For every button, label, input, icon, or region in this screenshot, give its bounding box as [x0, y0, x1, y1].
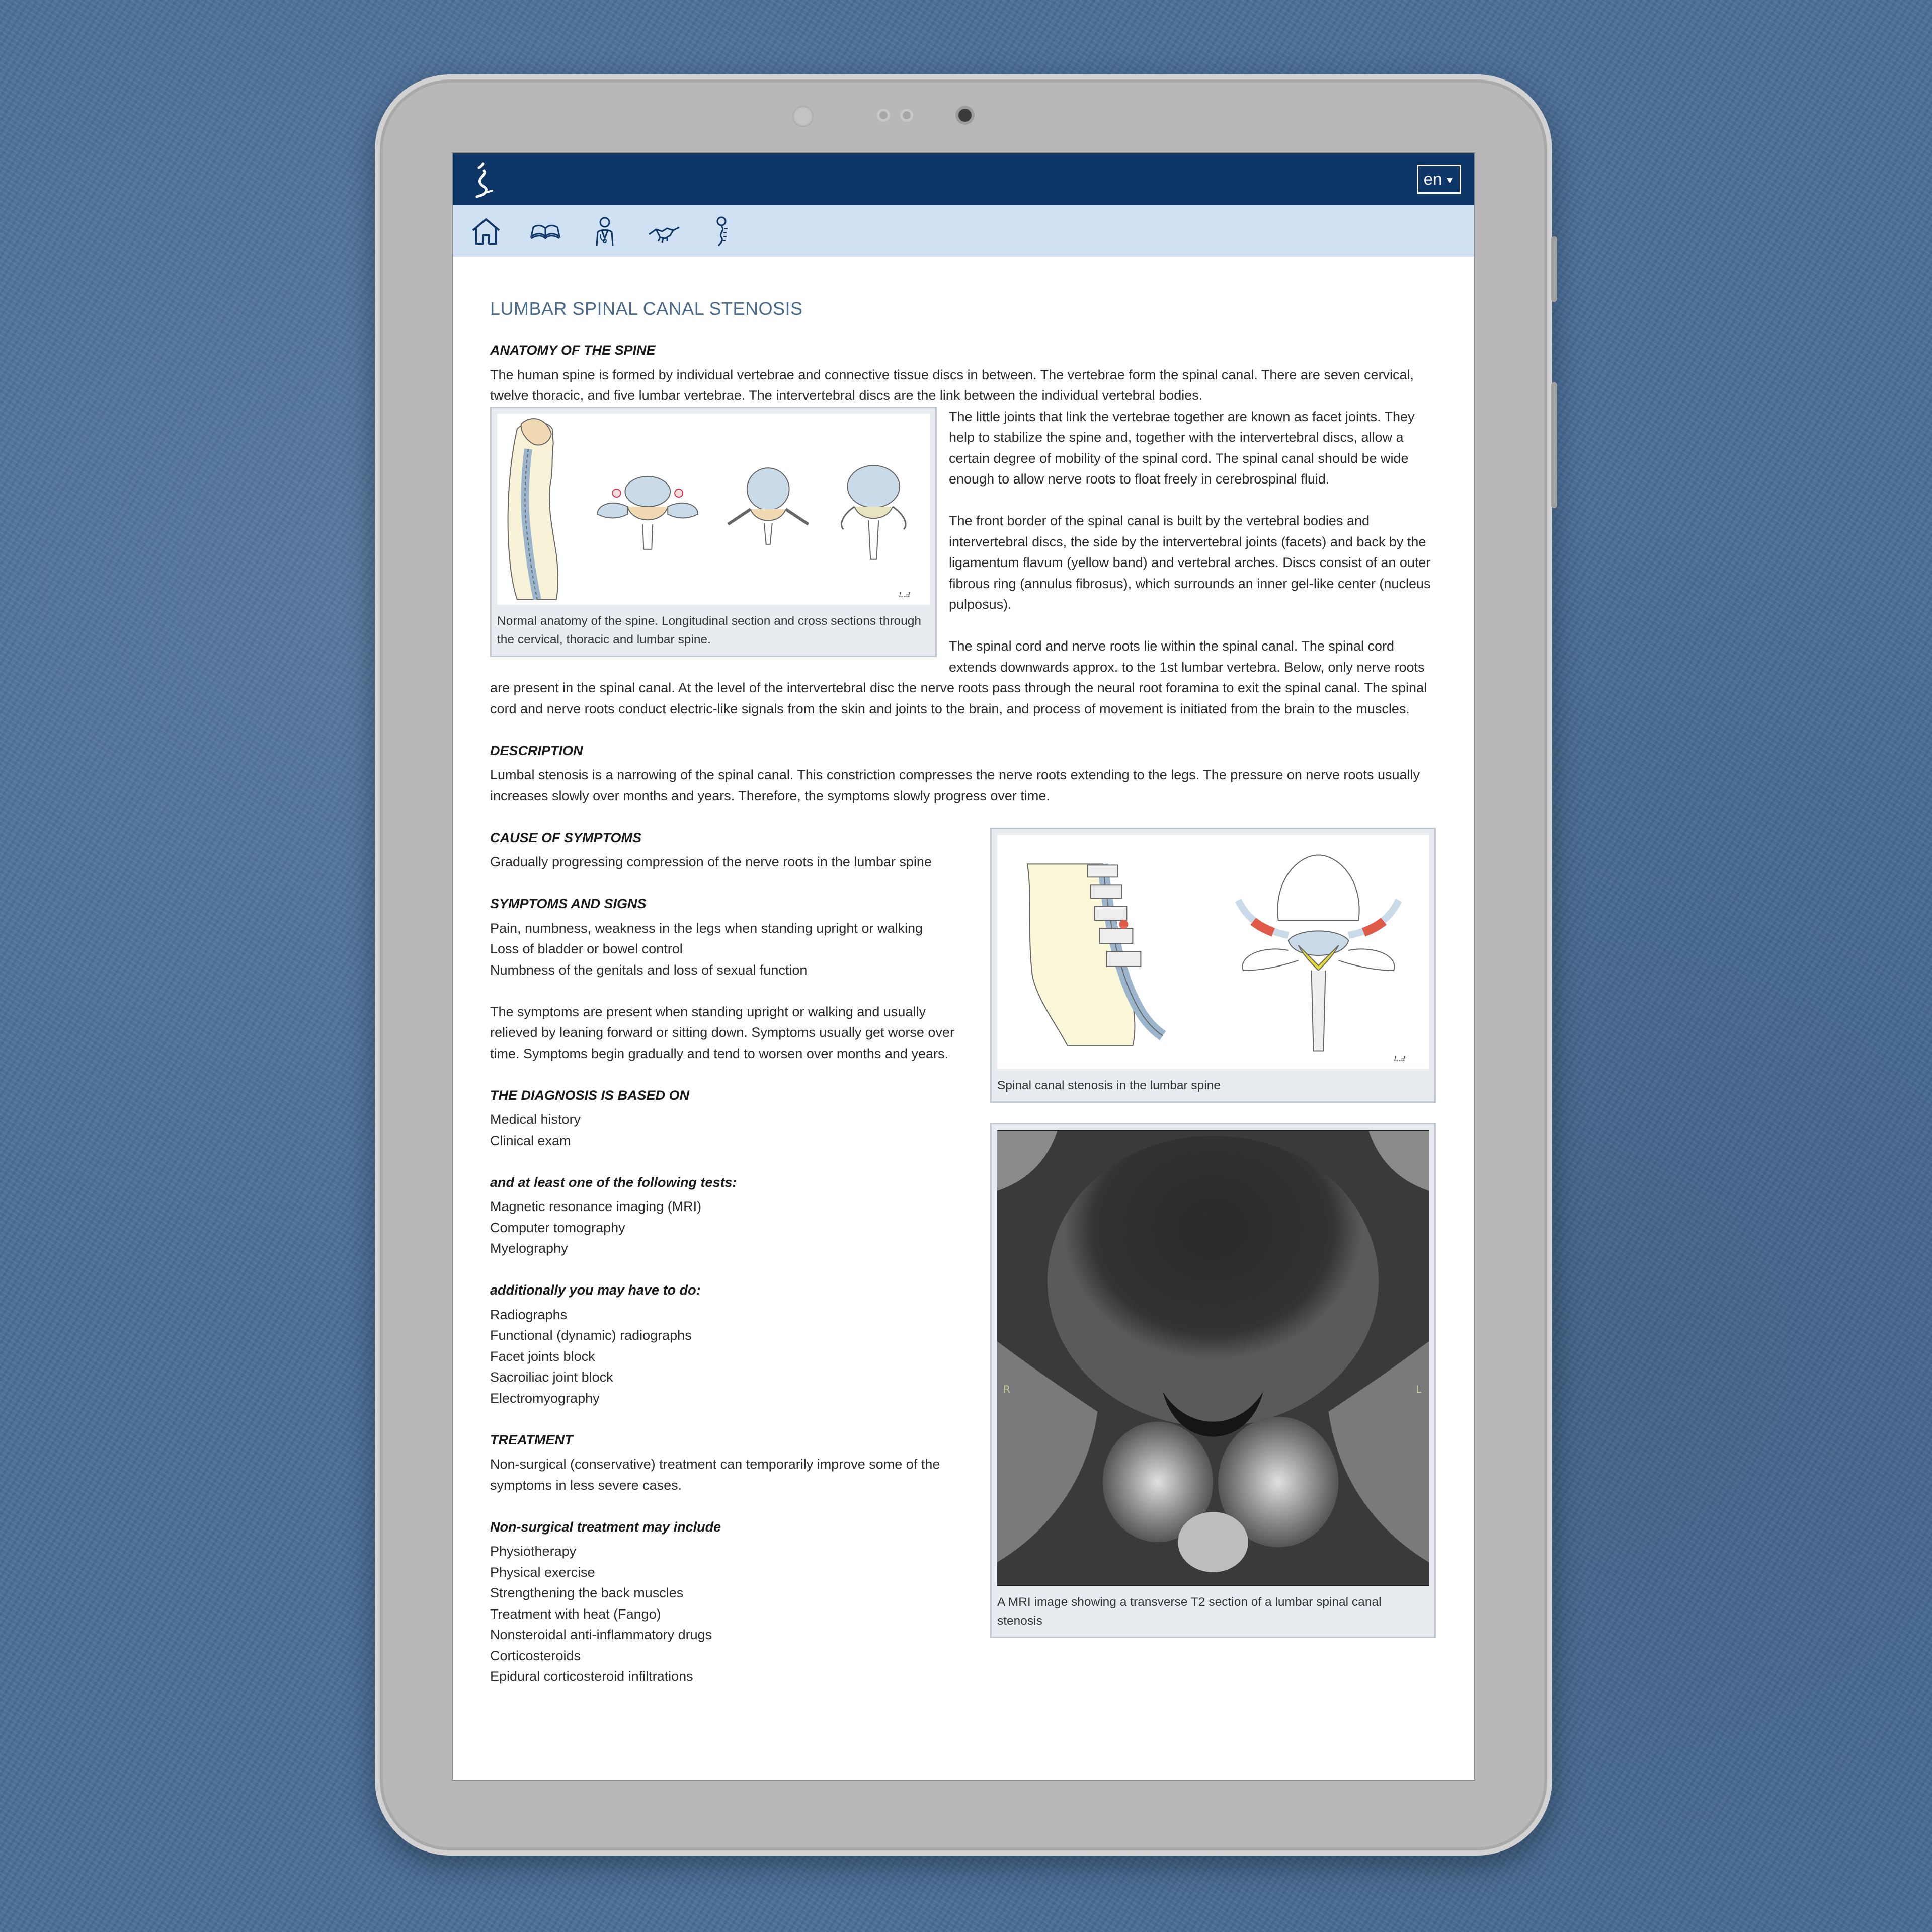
- mri-label-right: R: [1003, 1383, 1010, 1395]
- list-item: Loss of bladder or bowel control: [490, 941, 683, 956]
- anatomy-paragraph-2: The little joints that link the vertebrae together are known as facet joints. They help to stabilize the spine and, together with the intervertebral discs, allow a certain degree of mobility of the spinal cord. The spinal canal should be wide enough to allow nerve roots to float freely in cerebrospinal fluid.: [949, 409, 1415, 487]
- nav-bar: [453, 205, 1474, 257]
- spine-anatomy-illustration: [497, 414, 930, 605]
- subheading-tests: and at least one of the following tests:: [490, 1174, 737, 1190]
- power-button: [1551, 382, 1557, 508]
- sensor-dot-icon: [900, 109, 913, 122]
- list-item: Physiotherapy: [490, 1544, 577, 1559]
- svg-text:L.Ⅎ: L.Ⅎ: [899, 591, 911, 599]
- list-item: Computer tomography: [490, 1220, 625, 1235]
- language-selector[interactable]: [1417, 165, 1461, 194]
- home-icon[interactable]: [469, 214, 503, 249]
- list-item: Clinical exam: [490, 1133, 571, 1148]
- article-content: [490, 257, 1436, 1708]
- list-item: Myelography: [490, 1241, 568, 1256]
- doctor-icon[interactable]: [588, 214, 622, 249]
- list-item: Strengthening the back muscles: [490, 1585, 684, 1600]
- screen: [453, 153, 1474, 1780]
- list-item: Physical exercise: [490, 1564, 595, 1580]
- list-item: Pain, numbness, weakness in the legs when standing upright or walking: [490, 920, 923, 936]
- list-item: Epidural corticosteroid infiltrations: [490, 1669, 693, 1684]
- list-item: Functional (dynamic) radiographs: [490, 1328, 692, 1343]
- mri-label-left: L: [1416, 1383, 1422, 1395]
- top-bar: [453, 153, 1474, 205]
- treatment-text: Non-surgical (conservative) treatment can temporarily improve some of the symptoms in less severe cases.: [490, 1457, 940, 1493]
- anatomy-paragraph-4: The spinal cord and nerve roots lie within the spinal canal. The spinal cord extends downwards approx. to the 1st lumbar vertebra. Below, only nerve roots are present in the spinal canal. At the level of the intervertebral disc the nerve roots pass through the neural root foramina to exit the spinal canal. The spinal cord and nerve roots conduct electric-like signals from the skin and joints to the brain, and process of movement is initiated from the brain to the muscles.: [490, 638, 1427, 716]
- list-item: Sacroiliac joint block: [490, 1370, 613, 1385]
- book-icon[interactable]: [528, 214, 562, 249]
- list-item: Corticosteroids: [490, 1648, 581, 1663]
- page-title: LUMBAR SPINAL CANAL STENOSIS: [490, 298, 803, 319]
- svg-text:L.Ⅎ: L.Ⅎ: [1394, 1054, 1406, 1063]
- symptoms-text: The symptoms are present when standing upright or walking and usually relieved by leaning forward or sitting down. Symptoms usually get worse over time. Symptoms begin gradually and tend to worsen over months and years.: [490, 1004, 954, 1061]
- section-heading-symptoms: SYMPTOMS AND SIGNS: [490, 896, 647, 911]
- handshake-icon[interactable]: [647, 214, 681, 249]
- figure-mri[interactable]: [990, 1123, 1436, 1638]
- description-text: Lumbal stenosis is a narrowing of the spinal canal. This constriction compresses the nerve roots extending to the legs. The pressure on nerve roots usually increases slowly over months and years. Therefore, the symptoms slowly progress over time.: [490, 767, 1420, 803]
- list-item: Medical history: [490, 1112, 581, 1127]
- spine-icon[interactable]: [706, 214, 741, 249]
- subheading-additional: additionally you may have to do:: [490, 1282, 701, 1298]
- camera-icon: [958, 109, 972, 122]
- figure-caption: A MRI image showing a transverse T2 section of a lumbar spinal canal stenosis: [997, 1595, 1382, 1628]
- volume-button: [1551, 236, 1557, 302]
- sensor-dot-icon: [877, 109, 890, 122]
- section-heading-description: DESCRIPTION: [490, 743, 583, 758]
- section-heading-treatment: TREATMENT: [490, 1432, 573, 1447]
- cause-text: Gradually progressing compression of the nerve roots in the lumbar spine: [490, 854, 932, 869]
- figure-caption: Spinal canal stenosis in the lumbar spine: [997, 1078, 1221, 1092]
- chevron-down-icon: ▼: [1445, 175, 1455, 186]
- figure-stenosis[interactable]: [990, 828, 1436, 1103]
- list-item: Electromyography: [490, 1390, 600, 1406]
- app-logo-icon[interactable]: [472, 160, 497, 199]
- right-figure-column: [990, 828, 1436, 1638]
- stenosis-illustration: [997, 835, 1429, 1069]
- list-item: Magnetic resonance imaging (MRI): [490, 1199, 702, 1214]
- list-item: Numbness of the genitals and loss of sexual function: [490, 962, 808, 978]
- section-heading-anatomy: ANATOMY OF THE SPINE: [490, 343, 656, 358]
- list-item: Facet joints block: [490, 1348, 595, 1364]
- section-heading-diagnosis: THE DIAGNOSIS IS BASED ON: [490, 1087, 690, 1103]
- figure-caption: Normal anatomy of the spine. Longitudinal section and cross sections through the cervical, thoracic and lumbar spine.: [497, 614, 922, 647]
- subheading-nonsurgical: Non-surgical treatment may include: [490, 1519, 721, 1535]
- figure-normal-anatomy[interactable]: [490, 407, 937, 657]
- section-heading-cause: CAUSE OF SYMPTOMS: [490, 830, 642, 845]
- list-item: Nonsteroidal anti-inflammatory drugs: [490, 1627, 712, 1642]
- language-value: en: [1423, 170, 1442, 188]
- sensor-icon: [792, 106, 814, 127]
- list-item: Treatment with heat (Fango): [490, 1606, 661, 1622]
- mri-image: [997, 1130, 1429, 1586]
- anatomy-paragraph-1: The human spine is formed by individual vertebrae and connective tissue discs in between. The vertebrae form the spinal canal. There are seven cervical, twelve thoracic, and five lumbar vertebrae. The intervertebral discs are the link between the individual vertebral bodies.: [490, 367, 1414, 403]
- anatomy-paragraph-3: The front border of the spinal canal is built by the vertebral bodies and intervertebral discs, the side by the intervertebral joints (facets) and back by the ligamentum flavum (yellow band) and vertebral arches. Discs consist of an outer fibrous ring (annulus fibrosus), which surrounds an inner gel-like center (nucleus pulposus).: [949, 513, 1431, 612]
- list-item: Radiographs: [490, 1307, 568, 1322]
